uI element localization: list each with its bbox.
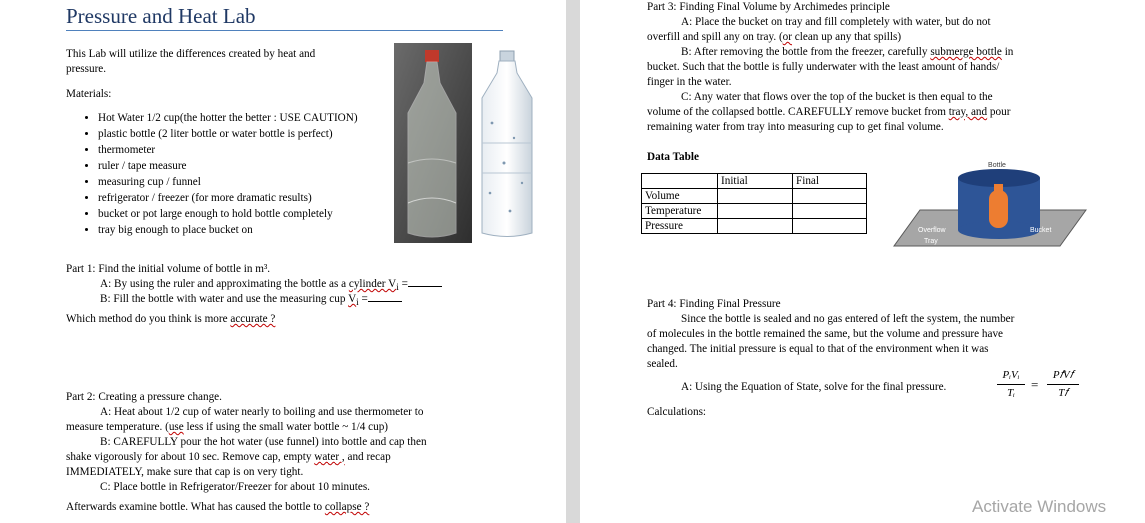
part4-line1: Since the bottle is sealed and no gas entered of left the system, the number xyxy=(681,313,1015,325)
part1-title: Part 1: Find the initial volume of bottle in m³. xyxy=(66,263,271,275)
part2-b2-post: and recap xyxy=(344,451,391,463)
which-text: Which method do you think is more xyxy=(66,313,231,325)
materials-label: Materials: xyxy=(66,88,112,100)
part1-a-word: cylinder V xyxy=(348,278,397,290)
table-cell[interactable] xyxy=(642,174,718,189)
part2-title: Part 2: Creating a pressure change. xyxy=(66,391,222,403)
part2-b2-text: shake vigorously for about 10 sec. Remove cap, empty xyxy=(66,451,315,463)
list-item: • measuring cup / funnel xyxy=(98,174,398,190)
part3-title: Part 3: Finding Final Volume by Archimedes principle xyxy=(647,1,890,13)
part3-c-line2 xyxy=(647,105,1010,120)
part3-a2-post: clean up any that spills) xyxy=(792,31,902,43)
bottle-neck xyxy=(994,184,1003,193)
part3-b-line2: bucket. Such that the bottle is fully underwater with the least amount of hands/ xyxy=(647,61,1000,73)
table-cell[interactable] xyxy=(718,189,793,204)
part2-c: C: Place bottle in Refrigerator/Freezer for about 10 minutes. xyxy=(100,481,370,493)
activate-windows-watermark: Activate Windows xyxy=(972,497,1107,516)
part3-b1-word: submerge bottle xyxy=(930,46,1002,58)
table-cell[interactable] xyxy=(793,219,867,234)
answer-blank[interactable] xyxy=(368,292,402,302)
part2-a2-post: less if using the small water bottle ~ 1/4 cup) xyxy=(183,421,389,433)
calculations-label: Calculations: xyxy=(647,406,707,418)
table-row xyxy=(642,219,867,234)
table-header-initial: Initial xyxy=(718,174,793,189)
data-table-title: Data Table xyxy=(647,151,699,163)
eq-equals: = xyxy=(1031,377,1039,392)
which-word: accurate ? xyxy=(230,313,276,325)
table-row xyxy=(642,189,867,204)
table-cell[interactable] xyxy=(718,204,793,219)
table-header-final: Final xyxy=(793,174,867,189)
part4-line4: sealed. xyxy=(647,358,678,370)
part1-a-text: A: By using the ruler and approximating the bottle as a xyxy=(100,278,349,290)
archimedes-diagram xyxy=(890,158,1090,250)
part2-b-line1: B: CAREFULLY pour the hot water (use funnel) into bottle and cap then xyxy=(100,436,427,448)
part2-a2-text: measure temperature. ( xyxy=(66,421,169,433)
part4-line2: of molecules in the bottle remained the same, but the volume and pressure have xyxy=(647,328,1004,340)
left-page xyxy=(0,0,566,523)
part3-a-line2 xyxy=(647,30,901,45)
list-item: • refrigerator / freezer (for more dramatic results) xyxy=(98,190,398,206)
part1-b xyxy=(100,292,402,311)
part3-b-line1 xyxy=(681,45,1013,60)
list-item: • thermometer xyxy=(98,142,398,158)
part3-b1-post: in xyxy=(1001,46,1014,58)
part2-a-line1: A: Heat about 1/2 cup of water nearly to boiling and use thermometer to xyxy=(100,406,424,418)
part3-c2-word: tray, and xyxy=(948,106,988,118)
list-item: • ruler / tape measure xyxy=(98,158,398,174)
part3-b-line3: finger in the water. xyxy=(647,76,732,88)
part4-a: A: Using the Equation of State, solve for the final pressure. xyxy=(681,381,947,393)
part1-b-eq: = xyxy=(358,293,368,305)
bottle-label: Bottle xyxy=(988,162,1006,169)
part3-c-line1: C: Any water that flows over the top of the bucket is then equal to the xyxy=(681,91,993,103)
part2-b-line3: IMMEDIATELY, make sure that cap is on very tight. xyxy=(66,466,304,478)
part1-a-eq: = xyxy=(398,278,408,290)
table-cell[interactable] xyxy=(718,219,793,234)
eq-lhs-numerator: PᵢVᵢ xyxy=(1002,369,1020,381)
part3-c2-text: volume of the collapsed bottle. CAREFULLY remove bucket from xyxy=(647,106,949,118)
part2-a2-word: use xyxy=(168,421,184,433)
bottles-photo xyxy=(394,43,540,243)
eq-lhs-denominator: Tᵢ xyxy=(1007,387,1015,399)
materials-list xyxy=(82,110,398,238)
intro-line-1: This Lab will utilize the differences created by heat and xyxy=(66,48,316,60)
bucket-label: Bucket xyxy=(1030,227,1052,234)
part4-line3: changed. The initial pressure is equal to that of the environment when it was xyxy=(647,343,989,355)
list-item: • tray big enough to place bucket on xyxy=(98,222,398,238)
part1-b-word: V xyxy=(348,293,357,305)
title-underline xyxy=(66,30,503,31)
data-table xyxy=(641,173,867,234)
bottle-shape xyxy=(989,190,1008,228)
table-cell[interactable] xyxy=(793,189,867,204)
table-row xyxy=(642,204,867,219)
part2-b-line2 xyxy=(66,450,391,465)
part1-a-sub: i xyxy=(396,283,399,294)
part2-b2-word: water , xyxy=(314,451,345,463)
table-row-label: Volume xyxy=(642,189,718,204)
overflow-label: Overflow xyxy=(918,227,946,234)
part4-title: Part 4: Finding Final Pressure xyxy=(647,298,781,310)
list-item: • bucket or pot large enough to hold bottle completely xyxy=(98,206,398,222)
part3-a2-text: overfill and spill any on tray. ( xyxy=(647,31,783,43)
equation-of-state xyxy=(995,369,1081,403)
part3-a2-word: or xyxy=(782,31,792,43)
after-text: Afterwards examine bottle. What has caused the bottle to xyxy=(66,501,325,513)
intro-line-2: pressure. xyxy=(66,63,107,75)
part3-c-line3: remaining water from tray into measuring cup to get final volume. xyxy=(647,121,944,133)
part3-a-line1: A: Place the bucket on tray and fill completely with water, but do not xyxy=(681,16,991,28)
which-method-question xyxy=(66,312,275,327)
page-title: Pressure and Heat Lab xyxy=(66,4,256,28)
list-item: • plastic bottle (2 liter bottle or water bottle is perfect) xyxy=(98,126,398,142)
eq-rhs-numerator: P𝑓V𝑓 xyxy=(1052,369,1074,381)
eq-rhs-denominator: T𝑓 xyxy=(1058,387,1068,399)
tray-label: Tray xyxy=(924,238,938,245)
eq-lhs-fraction-bar xyxy=(997,384,1025,385)
table-row-label: Pressure xyxy=(642,219,718,234)
part1-b-sub: i xyxy=(356,298,359,309)
table-cell[interactable] xyxy=(793,204,867,219)
table-row xyxy=(642,174,867,189)
list-item: • Hot Water 1/2 cup(the hotter the better : USE CAUTION) xyxy=(98,110,398,126)
page-gap xyxy=(566,0,580,523)
part2-a-line2 xyxy=(66,420,388,435)
part3-b1-text: B: After removing the bottle from the freezer, carefully xyxy=(681,46,931,58)
eq-rhs-fraction-bar xyxy=(1047,384,1079,385)
table-row-label: Temperature xyxy=(642,204,718,219)
after-word: collapse ? xyxy=(324,501,370,513)
part3-c2-post: pour xyxy=(987,106,1011,118)
part1-b-text: B: Fill the bottle with water and use the measuring cup xyxy=(100,293,349,305)
afterwards-question xyxy=(66,500,369,515)
answer-blank[interactable] xyxy=(408,277,442,287)
